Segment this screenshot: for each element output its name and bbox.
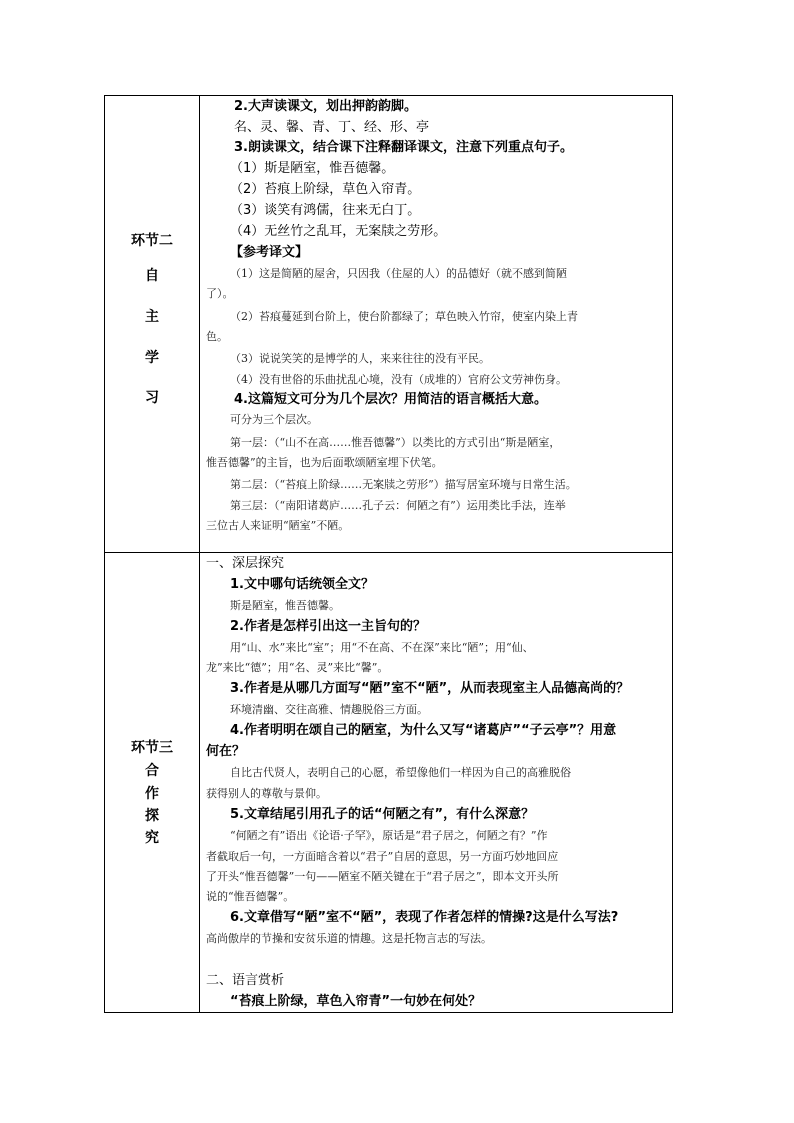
question: 1.文中哪句话统领全文？ xyxy=(230,577,374,592)
answer-text: 高尚傲岸的节操和安贫乐道的情趣。这是托物言志的写法。 xyxy=(206,932,492,945)
translation-text: 色。 xyxy=(206,330,228,343)
answer-text: 惟吾德馨”的主旨，也为后面歌颂陋室埋下伏笔。 xyxy=(206,456,443,469)
question: 2.大声读课文，划出押韵韵脚。 xyxy=(234,99,417,114)
question: “苔痕上阶绿，草色入帘青”一句妙在何处？ xyxy=(230,994,482,1009)
question: 3.朗读课文，结合课下注释翻译课文，注意下列重点句子。 xyxy=(234,140,573,155)
answer-text: 了开头“惟吾德馨”一句——陋室不陋关键在于“君子居之”，即本文开头所 xyxy=(206,870,559,883)
answer-text: 龙”来比“德”；用“名、灵”来比“馨”。 xyxy=(206,661,389,674)
answer-text: 第一层：（“山不在高……惟吾德馨”）以类比的方式引出“斯是陋室， xyxy=(230,436,561,449)
section-heading: 一、深层探究 xyxy=(206,556,285,571)
section-row-cooperative-inquiry xyxy=(105,552,672,1012)
answer-text: 用“山、水”来比“室”；用“不在高、不在深”来比“陋”；用“仙、 xyxy=(230,641,534,654)
section-content-cell xyxy=(200,96,672,552)
lesson-plan-table xyxy=(104,95,673,1013)
key-sentence: （3）谈笑有鸿儒，往来无白丁。 xyxy=(230,203,421,218)
answer-text: 自比古代贤人，表明自己的心愿，希望像他们一样因为自己的高雅脱俗 xyxy=(230,766,571,779)
section-title: 环节三 xyxy=(131,740,173,756)
answer-text: 说的“惟吾德馨”。 xyxy=(206,890,295,903)
section-label-char: 作 xyxy=(145,786,159,802)
section-label-char: 学 xyxy=(145,350,159,366)
translation-text: 了）。 xyxy=(206,287,234,300)
answer-text: 者截取后一句，一方面暗含着以“君子”自居的意思，另一方面巧妙地回应 xyxy=(206,850,559,863)
translation-text: （3）说说笑笑的是博学的人，来来往往的没有平民。 xyxy=(230,352,490,365)
section-row-self-study xyxy=(105,96,672,553)
section-label-char: 究 xyxy=(145,830,159,846)
key-sentence: （4）无丝竹之乱耳，无案牍之劳形。 xyxy=(230,224,447,239)
section-label-char: 探 xyxy=(145,808,159,824)
answer-text: 斯是陋室，惟吾德馨。 xyxy=(230,599,340,612)
key-sentence: （2）苔痕上阶绿，草色入帘青。 xyxy=(230,182,421,197)
translation-text: （2）苔痕蔓延到台阶上，使台阶都绿了；草色映入竹帘，使室内染上青 xyxy=(230,310,578,323)
question: 6.文章借写“陋”室不“陋”，表现了作者怎样的情操?这是什么写法? xyxy=(230,910,619,925)
section-label-char: 合 xyxy=(145,763,159,779)
section-title: 环节二 xyxy=(131,233,173,249)
answer-text: 第二层：（“苔痕上阶绿……无案牍之劳形”）描写居室环境与日常生活。 xyxy=(230,478,577,491)
question: 何在？ xyxy=(206,744,246,759)
section-label-char: 自 xyxy=(145,268,159,284)
answer-text: 获得别人的尊敬与景仰。 xyxy=(206,787,327,800)
answer-text: “何陋之有”语出《论语·子罕》，原话是“君子居之，何陋之有？”作 xyxy=(230,829,548,842)
question: 2.作者是怎样引出这一主旨句的？ xyxy=(230,619,426,634)
answer-text: 三位古人来证明“陋室”不陋。 xyxy=(206,519,350,532)
reference-heading: 【参考译文】 xyxy=(230,245,309,260)
section-heading: 二、语言赏析 xyxy=(206,973,285,988)
question: 3.作者是从哪几方面写“陋”室不“陋”，从而表现室主人品德高尚的？ xyxy=(230,681,630,696)
answer-text: 环境清幽、交往高雅、情趣脱俗三方面。 xyxy=(230,703,428,716)
section-label-cell xyxy=(105,96,200,552)
section-label-char: 主 xyxy=(145,309,159,325)
key-sentence: （1）斯是陋室，惟吾德馨。 xyxy=(230,161,395,176)
answer-text: 可分为三个层次。 xyxy=(230,413,318,426)
section-label-cell xyxy=(105,552,200,1012)
question: 4.这篇短文可分为几个层次？用简洁的语言概括大意。 xyxy=(234,392,547,407)
answer-text: 第三层：（“南阳诸葛庐……孔子云：何陋之有”）运用类比手法，连举 xyxy=(230,499,566,512)
translation-text: （1）这是简陋的屋舍，只因我（住屋的人）的品德好（就不感到简陋 xyxy=(230,267,567,280)
question: 5.文章结尾引用孔子的话“何陋之有”，有什么深意？ xyxy=(230,807,535,822)
section-content-cell xyxy=(200,552,672,1012)
answer-text: 名、灵、馨、青、丁、经、形、亭 xyxy=(234,120,430,135)
translation-text: （4）没有世俗的乐曲扰乱心境，没有（成堆的）官府公文劳神伤身。 xyxy=(230,373,567,386)
question: 4.作者明明在颂自己的陋室，为什么又写“诸葛庐”“子云亭”？用意 xyxy=(230,723,617,738)
section-label-char: 习 xyxy=(145,390,159,406)
